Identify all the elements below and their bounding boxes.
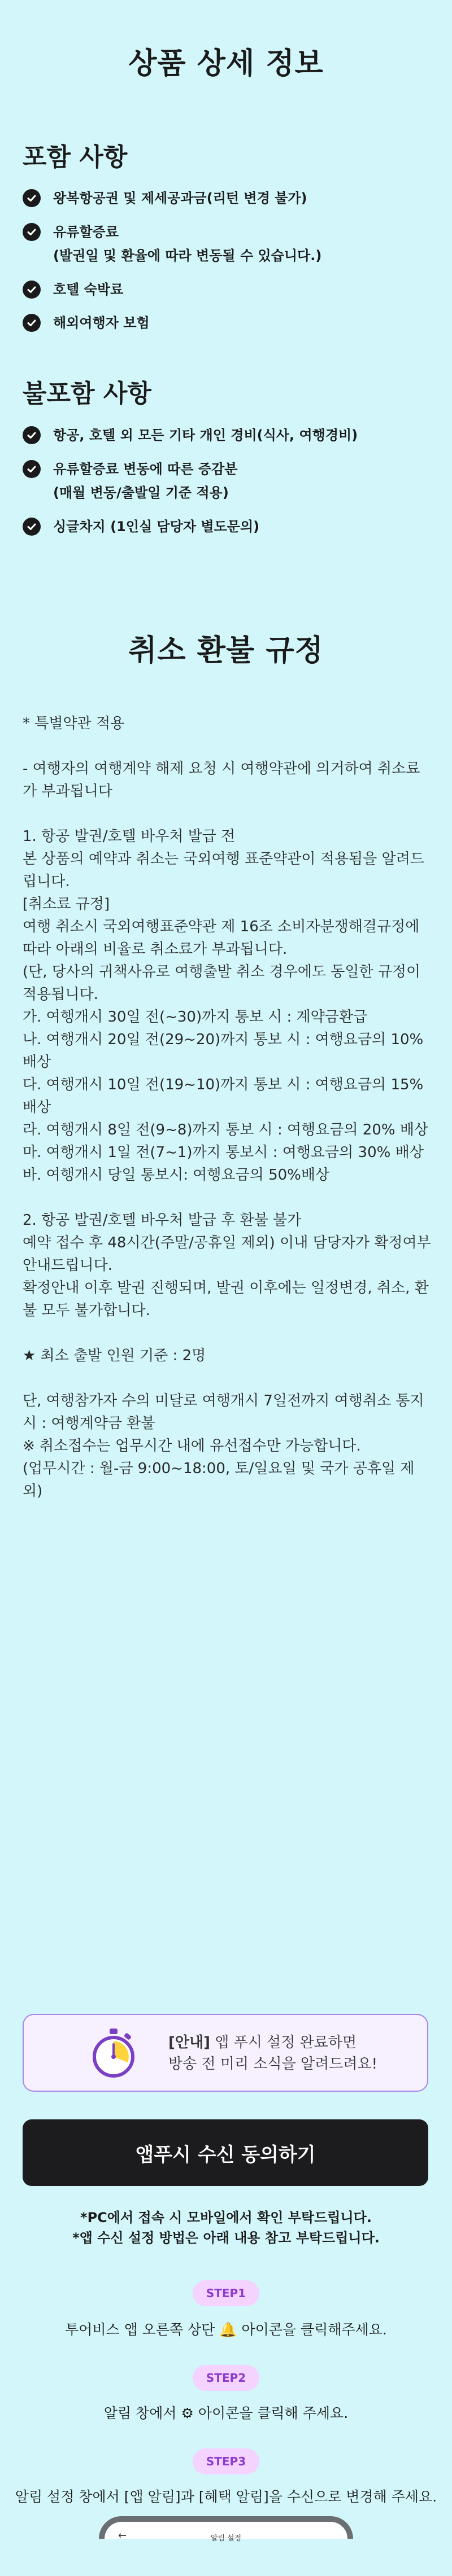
check-icon (23, 281, 41, 299)
check-icon (23, 460, 41, 478)
cancel-policy-title: 취소 환불 규정 (128, 634, 324, 668)
included-heading: 포함 사항 (23, 143, 128, 172)
phone-mockup (99, 2516, 353, 2543)
excluded-item (23, 423, 358, 447)
included-item (23, 311, 150, 335)
stopwatch-icon (90, 2027, 137, 2078)
back-arrow-icon: ← (118, 2530, 127, 2542)
included-item-label: 유류할증료 (발권일 및 환율에 따라 변동될 수 있습니다.) (53, 224, 322, 264)
step-text: 투어비스 앱 오른쪽 상단 🔔 아이콘을 클릭해주세요. (65, 2321, 387, 2338)
notice-text (168, 2032, 377, 2075)
phone-screen-title: 알림 설정 (210, 2534, 242, 2543)
check-icon (23, 518, 41, 536)
included-item-label: 왕복항공권 및 제세공과금(리턴 변경 불가) (53, 190, 307, 206)
excluded-item-label: 항공, 호텔 외 모든 기타 개인 경비(식사, 여행경비) (53, 427, 358, 443)
excluded-heading: 불포함 사항 (23, 379, 151, 408)
check-icon (23, 189, 41, 207)
step-text: 알림 창에서 ⚙ 아이콘을 클릭해 주세요. (103, 2405, 349, 2421)
step-badge: STEP1 (193, 2280, 259, 2306)
guide-note: *앱 수신 설정 방법은 아래 내용 참고 부탁드립니다. (72, 2230, 380, 2246)
step-text: 알림 설정 창에서 [앱 알림]과 [혜택 알림]을 수신으로 변경해 주세요. (15, 2489, 437, 2505)
excluded-item-label: 유류할증료 변동에 따른 증감분 (매월 변동/출발일 기준 적용) (53, 461, 238, 501)
included-item-label: 호텔 숙박료 (53, 282, 124, 297)
page-title: 상품 상세 정보 (128, 47, 324, 81)
check-icon (23, 223, 41, 241)
step-badge: STEP2 (193, 2365, 259, 2391)
excluded-item-label: 싱글차지 (1인실 담당자 별도문의) (53, 519, 260, 535)
check-icon (23, 426, 41, 444)
notice-line1: 앱 푸시 설정 완료하면 (210, 2034, 357, 2051)
notice-line2: 방송 전 미리 소식을 알려드려요! (168, 2056, 377, 2073)
included-item (23, 278, 123, 301)
excluded-item (23, 515, 259, 538)
step-badge: STEP3 (193, 2448, 259, 2474)
push-notice-banner (23, 2014, 428, 2092)
check-icon (23, 314, 41, 332)
push-consent-button[interactable]: 앱푸시 수신 동의하기 (23, 2119, 428, 2186)
cancel-policy-text: * 특별약관 적용 - 여행자의 여행계약 해제 요청 시 여행약관에 의거하여 취소료가 부과됩니다 1. 항공 발권/호텔 바우처 발급 전 본 상품의 예약과 취소는 국외여행 표준약관이 적용됨을 알려드립니다. [취소료 규정] 여행 취소시 국외여행표준약관 제 16조 소비자분쟁해결규정에 따라 아래의 비율로 취소료가 부과됩니다. (단, 당사의 귀책사유로 여행출발 취소 경우에도 동일한 규정이 적용됩니다. 가. 여행개시 30일 전(~30)까지 통보 시 : 계약금환급 나. 여행개시 20일 전(29~20)까지 통보 시 : 여행요금의 10% 배상 다. 여행개시 10일 전(19~10)까지 통보 시 : 여행요금의 15% 배상 라. 여행개시 8일 전(9~8)까지 통보 시 : 여행요금의 20% 배상 마. 여행개시 1일 전(7~1)까지 통보시 : 여행요금의 30% 배상 바. 여행개시 당일 통보시: 여행요금의 50%배상 2. 항공 발권/호텔 바우처 발급 후 환불 불가 예약 접수 후 48시간(주말/공휴일 제외) 이내 담당자가 확정여부 안내드립니다. 확정안내 이후 발권 진행되며, 발권 이후에는 일정변경, 취소, 환불 모두 불가합니다. ★ 최소 출발 인원 기준 : 2명 단, 여행참가자 수의 미달로 여행개시 7일전까지 여행취소 통지시 : 여행계약금 환불 ※ 취소접수는 업무시간 내에 유선접수만 가능합니다. (업무시간 : 월-금 9:00~18:00, 토/일요일 및 국가 공휴일 제외) (23, 715, 431, 1500)
excluded-item (23, 457, 237, 505)
included-item-label: 해외여행자 보험 (53, 315, 150, 331)
notice-tag: [안내] (168, 2034, 210, 2051)
included-item (23, 186, 307, 210)
pc-note: *PC에서 접속 시 모바일에서 확인 부탁드립니다. (80, 2210, 372, 2225)
included-item (23, 220, 321, 268)
